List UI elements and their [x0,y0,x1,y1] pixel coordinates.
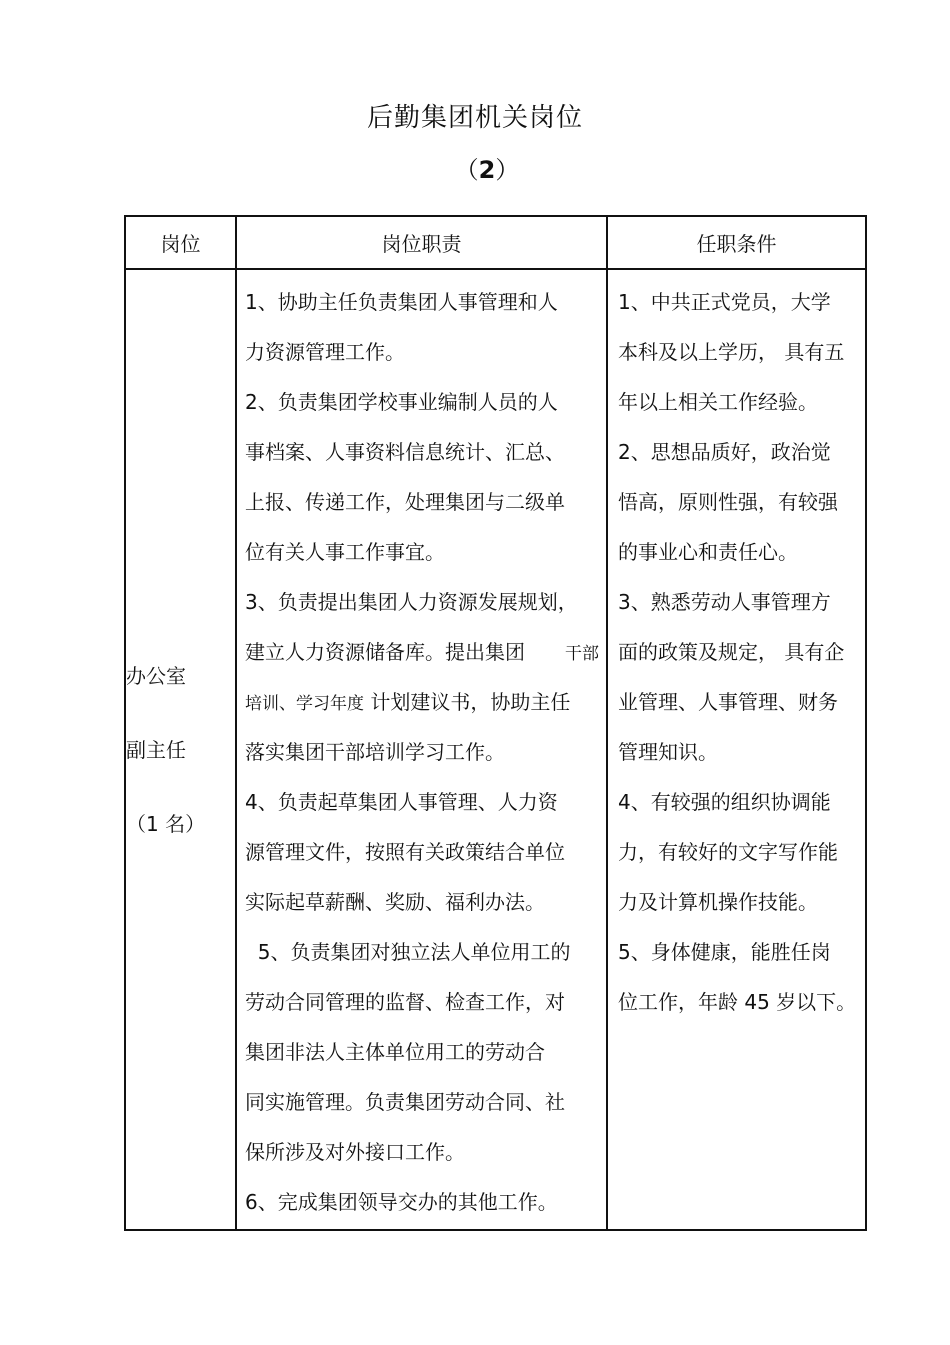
post-name-line1: 办公室 [126,663,186,688]
duty-line: 位有关人事工作事宜。 [245,540,445,564]
table-row [125,269,866,1230]
duty-line: 4、负责起草集团人事管理、人力资 [245,790,558,814]
duty-line: 1、协助主任负责集团人事管理和人 [245,290,558,314]
requirement-line: 面的政策及规定， 具有企 [618,640,845,664]
duty-line: 上报、传递工作，处理集团与二级单 [245,490,565,514]
requirement-line: 业管理、人事管理、财务 [618,690,838,714]
requirement-line: 力，有较好的文字写作能 [618,840,838,864]
requirement-line: 的事业心和责任心。 [618,540,798,564]
post-name-line2: 副主任 [126,737,186,762]
requirement-line: 位工作，年龄 45 岁以下。 [618,990,857,1014]
duty-line-small-text: 干部 [565,644,599,664]
duty-line [237,627,606,677]
duty-line: 6、完成集团领导交办的其他工作。 [245,1190,558,1214]
duty-line-text: 计划建议书，协助主任 [364,690,571,714]
requirement-line: 1、中共正式党员，大学 [618,290,831,314]
requirement-line: 年以上相关工作经验。 [618,390,818,414]
requirement-line: 2、思想品质好，政治觉 [618,440,831,464]
duty-line-small-text: 培训、学习年度 [245,694,364,714]
duty-line: 集团非法人主体单位用工的劳动合 [245,1040,545,1064]
duty-line: 3、负责提出集团人力资源发展规划， [245,590,578,614]
duty-line: 5、负责集团对独立法人单位用工的 [245,940,571,964]
requirements-cell [607,269,866,1230]
duty-line: 落实集团干部培训学习工作。 [245,740,505,764]
duty-line: 2、负责集团学校事业编制人员的人 [245,390,558,414]
requirement-line: 悟高，原则性强，有较强 [618,490,838,514]
duty-line: 实际起草薪酬、奖励、福利办法。 [245,890,545,914]
page-title: 后勤集团机关岗位 [366,103,583,133]
duty-line-text: 建立人力资源储备库。提出集团 [245,640,565,664]
subtitle-close-paren: ） [495,156,520,184]
post-quota: （1 名） [126,811,206,836]
duty-line: 力资源管理工作。 [245,340,405,364]
job-table [124,215,867,1231]
page-subtitle [0,150,950,190]
duty-line: 源管理文件，按照有关政策结合单位 [245,840,565,864]
subtitle-open-paren: （ [454,156,479,184]
duty-line: 同实施管理。负责集团劳动合同、社 [245,1090,565,1114]
column-header-duties: 岗位职责 [236,216,607,269]
table-header-row [125,216,866,269]
requirement-line: 4、有较强的组织协调能 [618,790,831,814]
requirement-line: 管理知识。 [618,740,718,764]
duties-cell [236,269,607,1230]
duty-line: 劳动合同管理的监督、检查工作，对 [245,990,565,1014]
duty-line [237,677,606,727]
column-header-post: 岗位 [125,216,236,269]
column-header-requirements: 任职条件 [607,216,866,269]
requirement-line: 3、熟悉劳动人事管理方 [618,590,831,614]
requirement-line: 力及计算机操作技能。 [618,890,818,914]
post-cell [125,269,236,1230]
duty-line: 保所涉及对外接口工作。 [245,1140,465,1164]
duty-line: 事档案、人事资料信息统计、汇总、 [245,440,565,464]
requirement-line: 5、身体健康，能胜任岗 [618,940,831,964]
subtitle-number: 2 [478,156,496,184]
requirement-line: 本科及以上学历， 具有五 [618,340,845,364]
